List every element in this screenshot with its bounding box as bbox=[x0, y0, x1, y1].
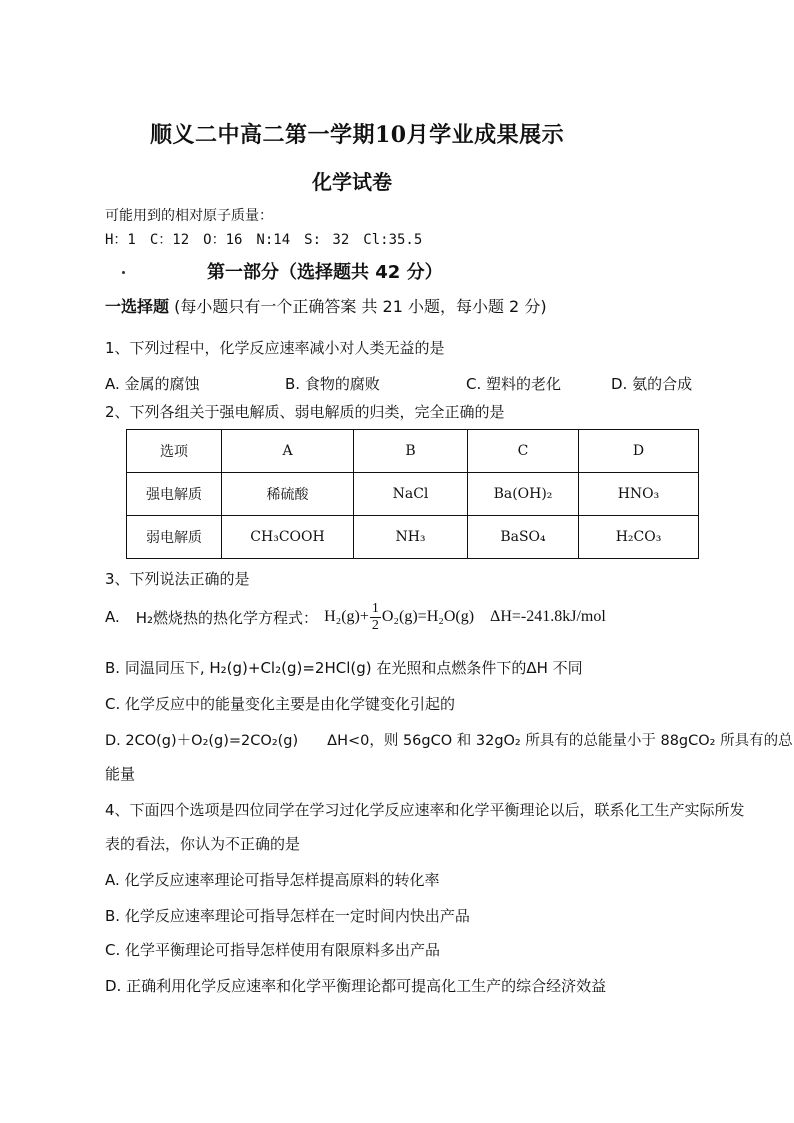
table-cell: Ba(OH)₂ bbox=[468, 473, 579, 516]
fraction-numerator: 1 bbox=[371, 600, 379, 616]
table-cell: CH₃COOH bbox=[222, 516, 354, 559]
section-note: (每小题只有一个正确答案 共 21 小题，每小题 2 分) bbox=[174, 297, 547, 316]
q1-option-a: A. 金属的腐蚀 bbox=[105, 375, 200, 393]
table-cell: H₂CO₃ bbox=[579, 516, 699, 559]
part-heading: 第一部分（选择题共 42 分） bbox=[207, 262, 443, 283]
table-cell: BaSO₄ bbox=[468, 516, 579, 559]
section-title: 一选择题 bbox=[105, 297, 170, 316]
q2-stem: 2、下列各组关于强电解质、弱电解质的归类，完全正确的是 bbox=[105, 403, 505, 421]
q4-option-a: A. 化学反应速率理论可指导怎样提高原料的转化率 bbox=[105, 871, 440, 889]
one-half-fraction bbox=[370, 601, 381, 634]
q4-option-c: C. 化学平衡理论可指导怎样使用有限原料多出产品 bbox=[105, 941, 441, 959]
table-cell: D bbox=[579, 430, 699, 473]
q3-enthalpy: ΔH=-241.8kJ/mol bbox=[490, 608, 606, 625]
q3-option-a bbox=[105, 597, 606, 637]
exam-subtitle: 化学试卷 bbox=[312, 170, 392, 194]
table-cell: 弱电解质 bbox=[127, 516, 222, 559]
q3-equation-left: H₂(g)+ bbox=[324, 608, 369, 625]
table-cell: 强电解质 bbox=[127, 473, 222, 516]
section-heading bbox=[105, 294, 547, 317]
table-cell: B bbox=[354, 430, 468, 473]
exam-title: 顺义二中高二第一学期10月学业成果展示 bbox=[150, 122, 565, 148]
q3-option-a-text: H₂燃烧热的热化学方程式： bbox=[135, 608, 319, 627]
q4-stem: 4、下面四个选项是四位同学在学习过化学反应速率和化学平衡理论以后，联系化工生产实际所发 bbox=[105, 801, 745, 819]
q3-option-d: D. 2CO(g)＋O₂(g)=2CO₂(g) ΔH<0，则 56gCO 和 32gO₂ 所具有的总能量小于 88gCO₂ 所具有的总 bbox=[105, 733, 793, 749]
q3-option-b: B. 同温同压下, H₂(g)+Cl₂(g)=2HCl(g) 在光照和点燃条件下的ΔH 不同 bbox=[105, 659, 583, 677]
table-cell: 稀硫酸 bbox=[222, 473, 354, 516]
q4-option-b: B. 化学反应速率理论可指导怎样在一定时间内快出产品 bbox=[105, 907, 470, 925]
table-cell: HNO₃ bbox=[579, 473, 699, 516]
table-cell: 选项 bbox=[127, 430, 222, 473]
fraction-denominator: 2 bbox=[371, 617, 379, 633]
electrolyte-table bbox=[126, 429, 699, 559]
table-row bbox=[127, 473, 699, 516]
q3-option-a-label: A. bbox=[105, 608, 120, 626]
q3-option-d-continued: 能量 bbox=[105, 765, 136, 783]
table-cell: NaCl bbox=[354, 473, 468, 516]
q4-stem-continued: 表的看法，你认为不正确的是 bbox=[105, 835, 301, 853]
scan-speck bbox=[122, 271, 125, 274]
atomic-mass-label: 可能用到的相对原子质量： bbox=[105, 208, 273, 224]
table-cell: NH₃ bbox=[354, 516, 468, 559]
table-header-row bbox=[127, 430, 699, 473]
atomic-mass-values: H：1 C：12 O：16 N:14 S: 32 Cl:35.5 bbox=[105, 232, 423, 248]
q1-option-c: C. 塑料的老化 bbox=[466, 375, 562, 393]
table-row bbox=[127, 516, 699, 559]
table-cell: A bbox=[222, 430, 354, 473]
q3-stem: 3、下列说法正确的是 bbox=[105, 570, 250, 588]
table-cell: C bbox=[468, 430, 579, 473]
q1-option-b: B. 食物的腐败 bbox=[285, 375, 380, 393]
q1-stem: 1、下列过程中，化学反应速率减小对人类无益的是 bbox=[105, 339, 445, 357]
q4-option-d: D. 正确利用化学反应速率和化学平衡理论都可提高化工生产的综合经济效益 bbox=[105, 977, 607, 995]
q3-option-c: C. 化学反应中的能量变化主要是由化学键变化引起的 bbox=[105, 695, 456, 713]
q1-option-d: D. 氨的合成 bbox=[611, 375, 693, 393]
q3-equation-right: O₂(g)=H₂O(g) bbox=[381, 608, 475, 625]
